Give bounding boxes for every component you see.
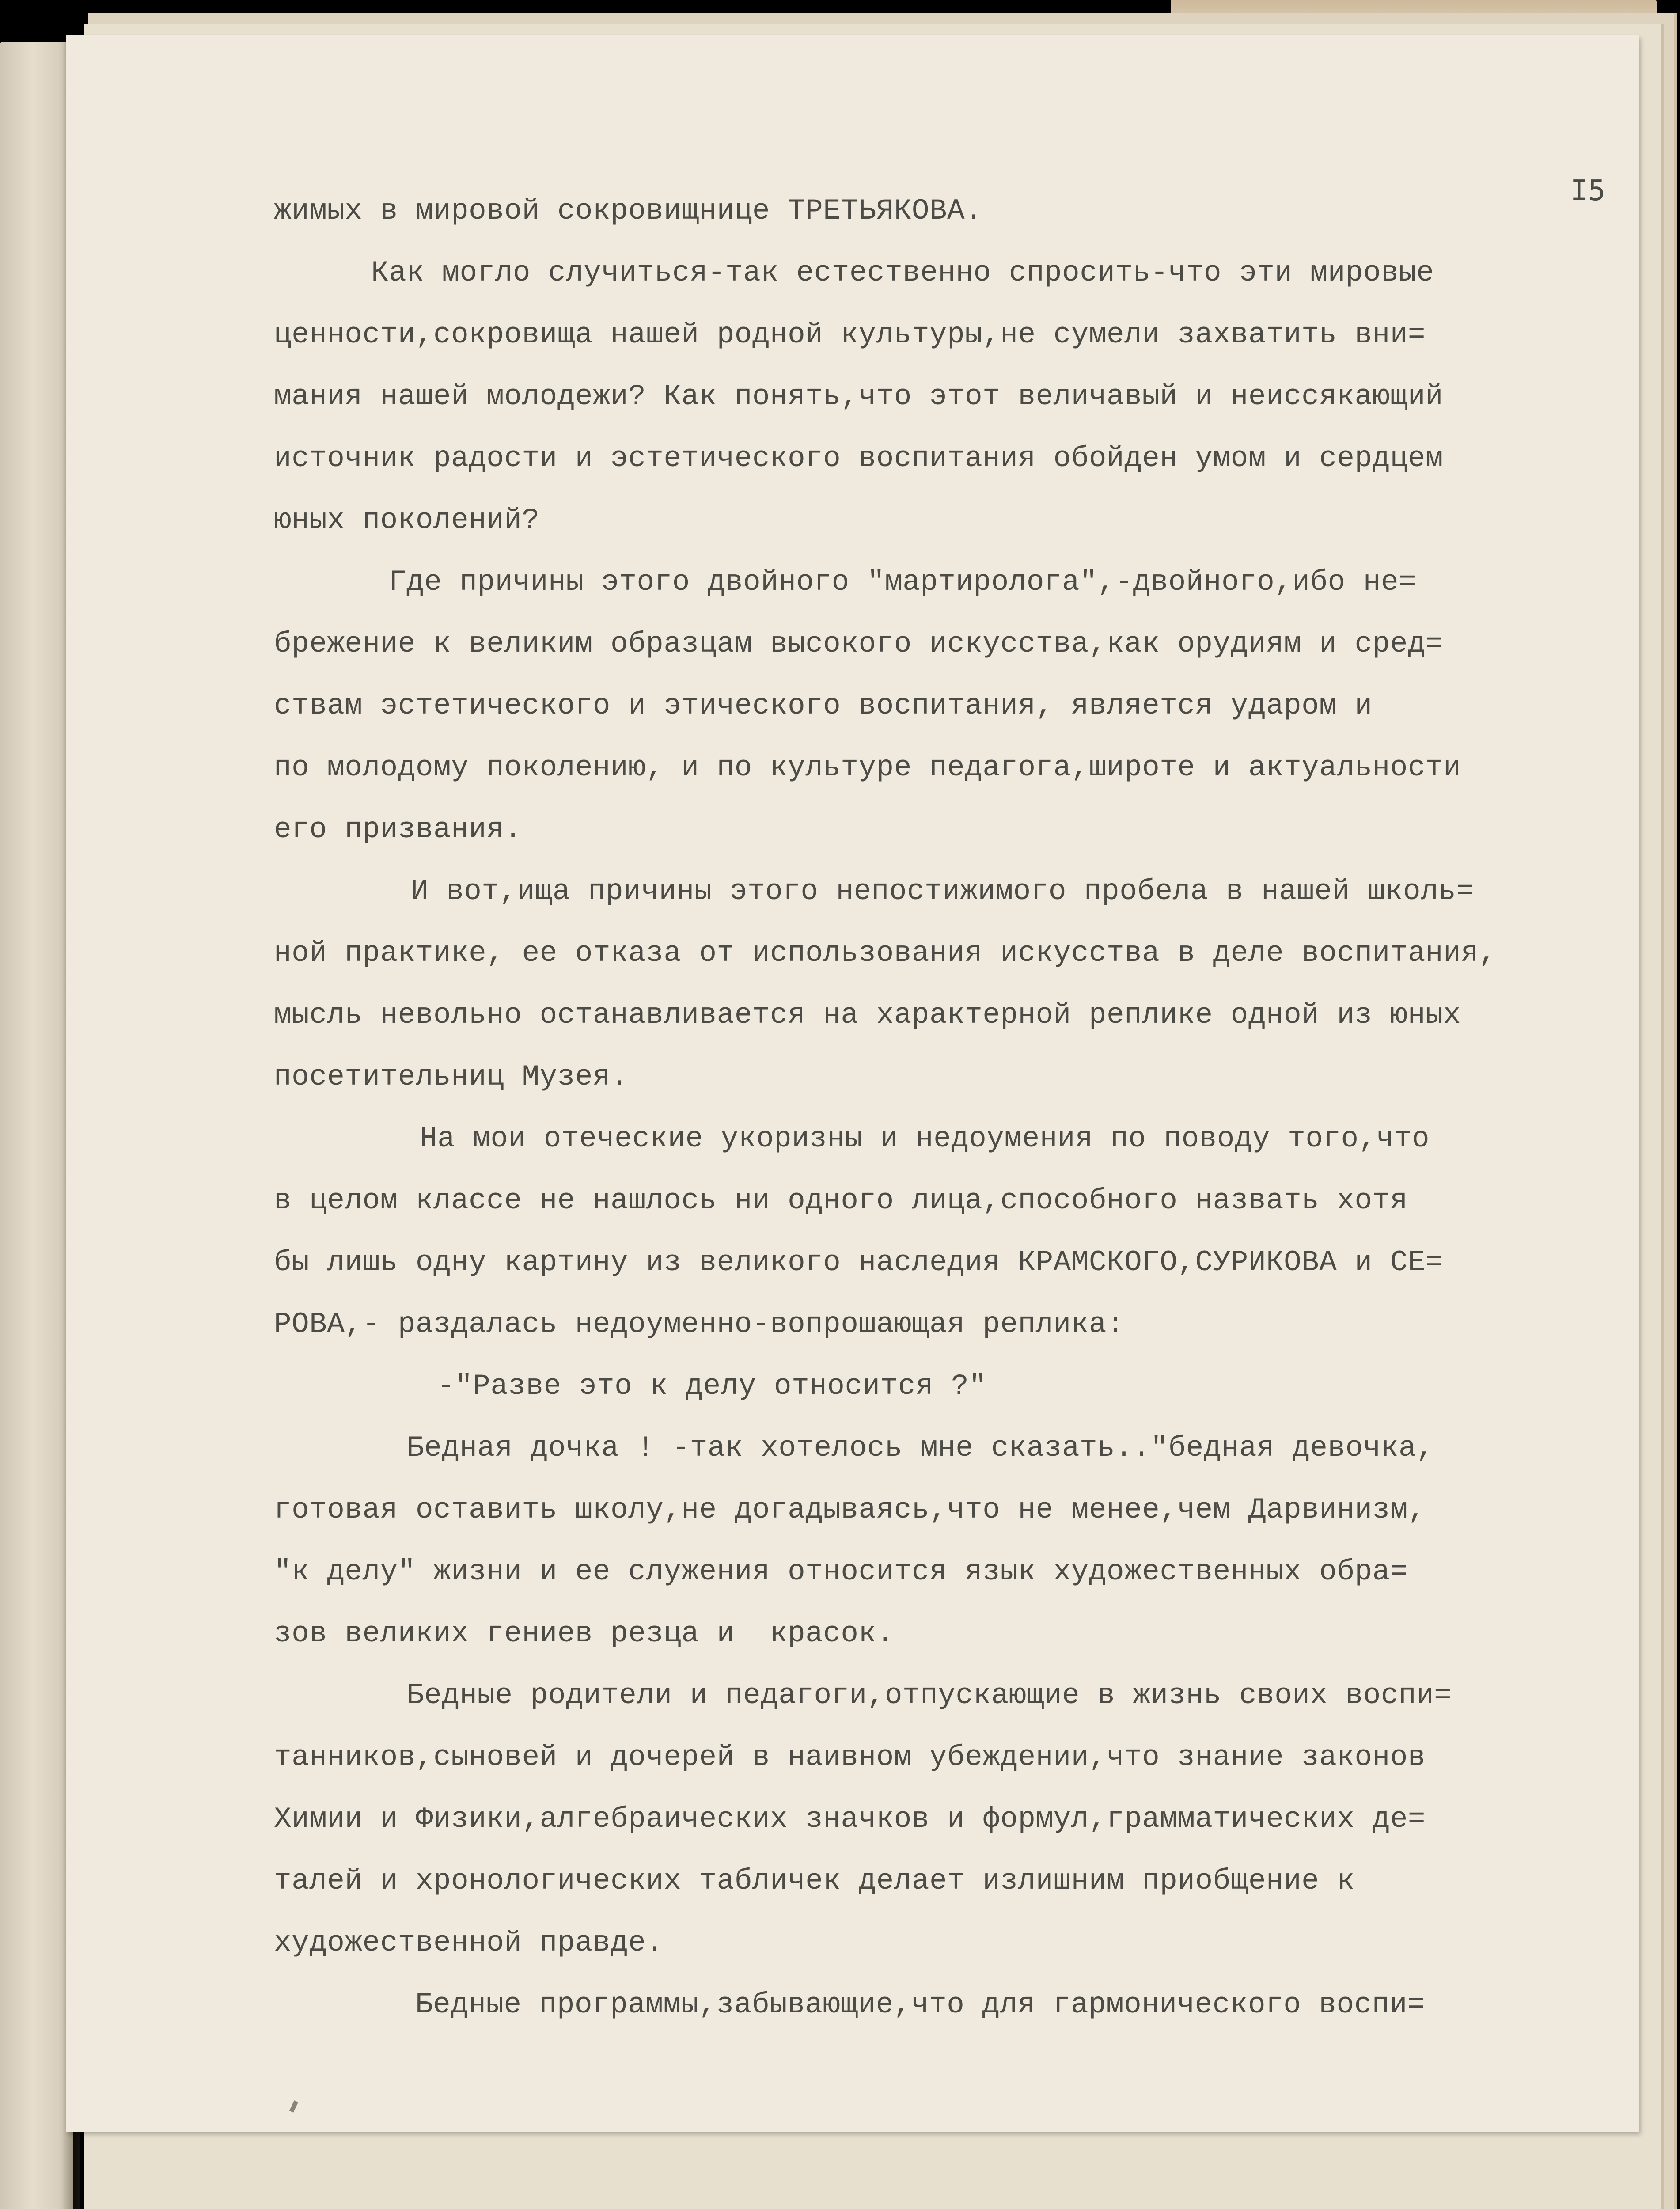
text-line: Бедные программы,забывающие,что для гармонического воспи= xyxy=(415,1988,1426,2021)
text-line: На мои отеческие укоризны и недоумения по поводу того,что xyxy=(420,1122,1430,1155)
text-line: мысль невольно останавливается на характерной реплике одной из юных xyxy=(274,998,1461,1032)
text-line: ствам эстетического и этического воспитания, является ударом и xyxy=(274,689,1373,722)
text-line: художественной правде. xyxy=(274,1926,664,1959)
text-line: бы лишь одну картину из великого наследия КРАМСКОГО,СУРИКОВА и СЕ= xyxy=(274,1246,1444,1279)
text-line: готовая оставить школу,не догадываясь,что не менее,чем Дарвинизм, xyxy=(274,1493,1426,1526)
text-line: ценности,сокровища нашей родной культуры,не сумели захватить вни= xyxy=(274,318,1426,351)
typewritten-page xyxy=(66,35,1639,2132)
text-line: РОВА,- раздалась недоуменно-вопрошающая реплика: xyxy=(274,1308,1125,1341)
text-line: по молодому поколению, и по культуре педагога,широте и актуальности xyxy=(274,751,1461,784)
text-line: Как могло случиться-так естественно спросить-что эти мировые xyxy=(371,256,1434,289)
text-line: в целом классе не нашлось ни одного лица,способного назвать хотя xyxy=(274,1184,1408,1217)
text-line: брежение к великим образцам высокого искусства,как орудиям и сред= xyxy=(274,627,1444,660)
text-line: юных поколений? xyxy=(274,504,540,537)
text-line: зов великих гениев резца и красок. xyxy=(274,1617,894,1650)
text-line: И вот,ища причины этого непостижимого пробела в нашей школь= xyxy=(411,875,1474,908)
text-line: жимых в мировой сокровищнице ТРЕТЬЯКОВА. xyxy=(274,194,983,228)
text-line: Где причины этого двойного "мартиролога",-двойного,ибо не= xyxy=(389,566,1417,599)
text-line: ной практике, ее отказа от использования искусства в деле воспитания, xyxy=(274,937,1497,970)
page-number: I5 xyxy=(1570,175,1607,207)
text-line: Бедные родители и педагоги,отпускающие в жизнь своих воспи= xyxy=(406,1679,1452,1712)
text-line: Бедная дочка ! -так хотелось мне сказать.."бедная девочка, xyxy=(406,1431,1434,1465)
text-line: его призвания. xyxy=(274,813,522,846)
text-line: мания нашей молодежи? Как понять,что этот величавый и неиссякающий xyxy=(274,380,1444,413)
text-line: Химии и Физики,алгебраических значков и формул,грамматических де= xyxy=(274,1803,1426,1836)
text-line: посетительниц Музея. xyxy=(274,1060,629,1093)
text-line: "к делу" жизни и ее служения относится язык художественных обра= xyxy=(274,1555,1408,1588)
text-line: талей и хронологических табличек делает излишним приобщение к xyxy=(274,1864,1355,1898)
text-line: -"Разве это к делу относится ?" xyxy=(437,1370,987,1403)
text-line: танников,сыновей и дочерей в наивном убеждении,что знание законов xyxy=(274,1741,1426,1774)
text-line: источник радости и эстетического воспитания обойден умом и сердцем xyxy=(274,442,1444,475)
